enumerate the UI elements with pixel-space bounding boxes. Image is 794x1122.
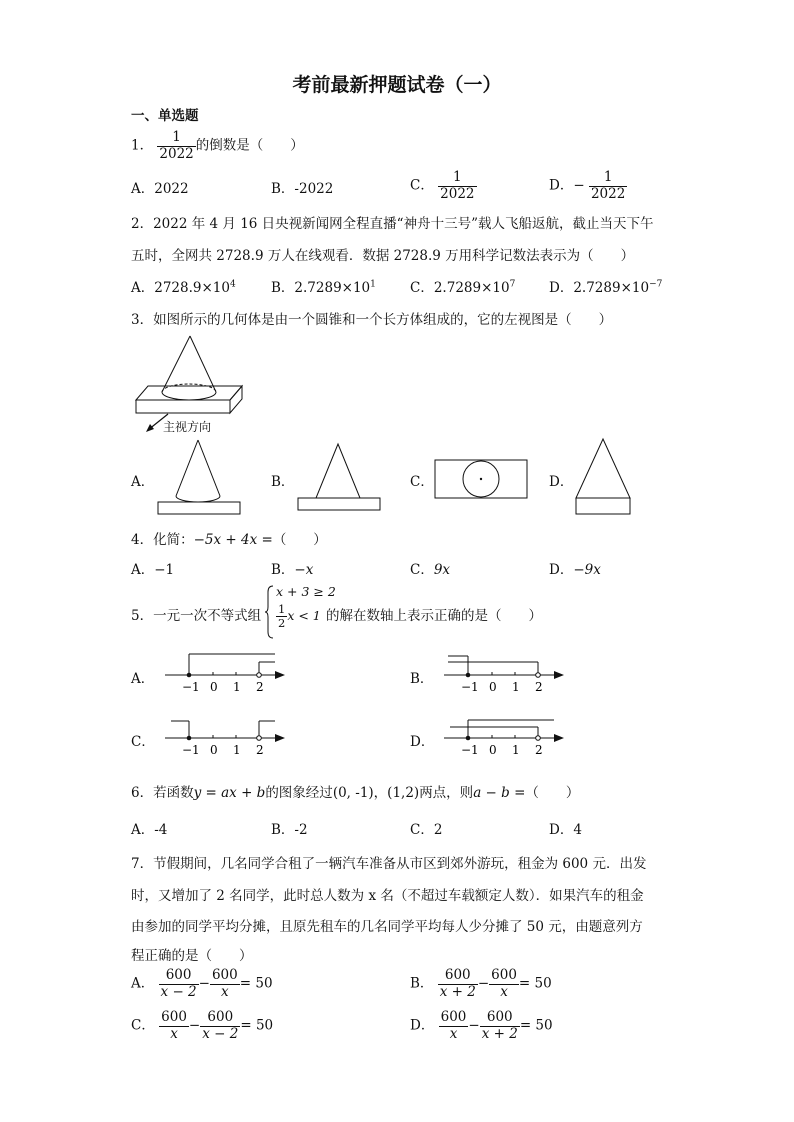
q1-d-den: 2022 [590,185,626,202]
tick-label: −1 [182,743,200,757]
q1-c-den: 2022 [440,185,475,202]
q4-option-c[interactable] [410,558,450,578]
q4-b-label: B． [271,562,295,578]
q3-option-d-figure [571,436,637,518]
q2-line1: 2．2022 年 4 月 16 日央视新闻网全程直播“神舟十三号”载人飞船返航，截止当天下午 [131,216,654,232]
q5-numberline-d [444,713,566,759]
q3-option-b[interactable]: B． [271,474,295,490]
q1-d-label: D． [549,177,574,194]
q4-d-val: −9x [573,562,601,578]
q6-text-prefix: 6．若函数 [131,785,194,801]
q7-c-label: C． [131,1017,155,1034]
tick-label: 1 [512,680,520,694]
q4-b-val: −x [294,562,314,578]
q7-a-label: A． [131,975,155,992]
q4-text: 4．化简： [131,532,194,548]
q7-option-b[interactable] [410,968,552,1000]
q7-option-d[interactable] [410,1010,553,1042]
q7-d-den1: x [449,1025,458,1042]
q5-ineq2-rest: x < 1 [287,608,321,624]
q2-option-b[interactable] [271,276,376,296]
q7-b-den1: x + 2 [439,983,476,1000]
tick-label: −1 [461,680,479,694]
section-heading: 一、单选题 [131,108,199,124]
q5-ineq2-num: 1 [278,602,286,616]
q1-fraction [157,130,195,162]
q1-frac-den: 2022 [159,145,194,162]
q6-option-a[interactable]: A．-4 [131,822,168,838]
q1-option-b[interactable]: B．-2022 [271,181,334,197]
tick-label: 2 [535,680,543,694]
q7-c-minus: − [188,1017,201,1034]
q7-d-label: D． [410,1017,435,1034]
q5-option-d[interactable]: D． [410,734,435,750]
q6-paren: （ ） [525,785,580,801]
q7-c-num1: 600 [161,1009,187,1025]
q6-option-d[interactable]: D．4 [549,822,582,838]
q7-d-den2: x + 2 [481,1025,518,1042]
q4-option-a[interactable]: A．−1 [131,562,175,578]
q2-d-exp: −7 [649,279,663,290]
q3-option-d[interactable]: D． [549,474,574,490]
q1-option-d[interactable] [549,170,627,202]
q2-line2: 五时，全网共 2728.9 万人在线观看．数据 2728.9 万用科学记数法表示为（ ） [131,248,635,264]
q1-c-frac [438,170,476,202]
tick-label: −1 [461,743,479,757]
q6-text-mid2: 两点，则 [419,785,474,801]
q3-option-b-figure [294,440,384,512]
q7-b-num1: 600 [438,968,478,985]
q4-c-label: C． [410,562,434,578]
q7-b-label: B． [410,975,434,992]
q7-b-minus: − [477,975,490,992]
q6-option-b[interactable]: B．-2 [271,822,308,838]
tick-label: 1 [512,743,520,757]
q2-d-label: D． [549,280,574,296]
tick-label: 2 [256,680,264,694]
q7-a-den1: x − 2 [160,983,197,1000]
tick-label: 0 [210,680,218,694]
q7-option-c[interactable] [131,1010,273,1042]
q2-option-a[interactable] [131,276,236,296]
q1-c-num: 1 [438,170,476,187]
q7-a-num1: 600 [159,968,199,985]
q4-paren: （ ） [272,532,327,548]
q7-a-num2: 600 [211,967,238,983]
q7-a-minus: − [198,975,210,992]
q6-point-1: (0, -1) [332,785,374,801]
q1-d-sign: − [573,177,585,194]
q2-a-base: 2728.9×10 [154,280,230,296]
q7-b-den2: x [500,983,508,1000]
q1-option-a[interactable]: A．2022 [131,181,189,197]
q2-b-base: 2.7289×10 [294,280,371,296]
question-1 [131,130,304,162]
tick-label: 1 [233,680,241,694]
q7-d-rhs: = 50 [519,1017,553,1034]
q7-a-den2: x [221,983,229,1000]
q5-brace [265,584,275,640]
q1-frac-num: 1 [157,130,195,147]
q4-option-d[interactable] [549,558,601,578]
page-title: 考前最新押题试卷（一） [292,74,502,96]
q1-option-c[interactable] [410,170,477,202]
q7-a-rhs: = 50 [239,975,273,992]
q7-c-num2: 600 [200,1010,240,1027]
q4-expr: −5x + 4x = [193,532,273,548]
q7-d-minus: − [468,1017,480,1034]
q5-numberline-a [165,650,287,696]
question-4 [131,528,327,548]
q5-option-b[interactable]: B． [410,671,434,687]
tick-label: 0 [489,743,497,757]
q6-point-2: (1,2) [387,785,420,801]
q2-b-exp: 1 [370,279,376,290]
q7-line4: 程正确的是（ ） [131,948,253,964]
q3-text: 3．如图所示的几何体是由一个圆锥和一个长方体组成的，它的左视图是（ ） [131,312,613,328]
q6-text-mid: 的图象经过 [265,785,333,801]
q7-c-den1: x [170,1025,178,1042]
q5-numberline-b [444,650,566,696]
q6-option-c[interactable]: C．2 [410,822,443,838]
q2-a-label: A． [131,280,155,296]
q2-a-exp: 4 [229,279,236,290]
q5-ineq2-den: 2 [278,616,286,631]
q4-d-label: D． [549,562,574,578]
q3-option-c[interactable]: C． [410,474,434,490]
q2-d-base: 2.7289×10 [573,280,650,296]
q5-numberline-c [165,713,287,759]
q2-c-label: C． [410,280,434,296]
tick-label: 1 [233,743,241,757]
q4-c-val: 9x [433,562,451,578]
q7-b-num2: 600 [491,967,517,983]
q7-b-rhs: = 50 [518,975,552,992]
q2-c-base: 2.7289×10 [433,280,510,296]
q7-line2: 时，又增加了 2 名同学，此时总人数为 x 名（不超过车载额定人数）．如果汽车的租金 [131,888,644,904]
q2-b-label: B． [271,280,295,296]
q1-d-num: 1 [589,170,627,187]
q5-text-prefix: 5．一元一次不等式组 [131,608,262,624]
q5-inequality-1: x + 3 ≥ 2 [276,584,336,599]
q7-c-den2: x − 2 [202,1025,239,1042]
tick-label: −1 [182,680,200,694]
q3-option-c-figure [433,458,529,500]
q3-view-direction-label: 主视方向 [163,420,212,434]
q5-inequality-2 [276,603,321,630]
q7-option-a[interactable] [131,968,273,1000]
q1-text: 的倒数是（ ） [195,137,304,154]
q6-expr: a − b = [473,785,526,801]
q7-d-num2: 600 [480,1010,520,1027]
q5-text-suffix: 的解在数轴上表示正确的是（ ） [326,608,542,624]
q6-sep: ， [373,785,388,801]
q1-number: 1． [131,137,154,154]
q5-option-c[interactable]: C． [131,734,155,750]
question-6 [131,781,579,801]
q3-option-a[interactable]: A． [131,474,155,490]
q2-option-d[interactable] [549,276,662,296]
q6-function: y = ax + b [193,785,266,801]
tick-label: 2 [535,743,543,757]
q7-c-rhs: = 50 [240,1017,274,1034]
q7-d-num1: 600 [440,1009,467,1025]
q3-option-a-figure [154,438,244,516]
tick-label: 2 [256,743,264,757]
tick-label: 0 [210,743,218,757]
q2-c-exp: 7 [509,279,516,290]
q5-option-a[interactable]: A． [131,671,155,687]
q2-option-c[interactable] [410,276,515,296]
q1-d-frac [589,170,627,202]
tick-label: 0 [489,680,497,694]
q1-c-label: C． [410,177,434,194]
q4-option-b[interactable] [271,558,313,578]
q7-line3: 由参加的同学平均分摊，且原先租车的几名同学平均每人少分摊了 50 元，由题意列方 [131,919,643,935]
q7-line1: 7．节假期间，几名同学合租了一辆汽车准备从市区到郊外游玩，租金为 600 元．出发 [131,856,647,872]
